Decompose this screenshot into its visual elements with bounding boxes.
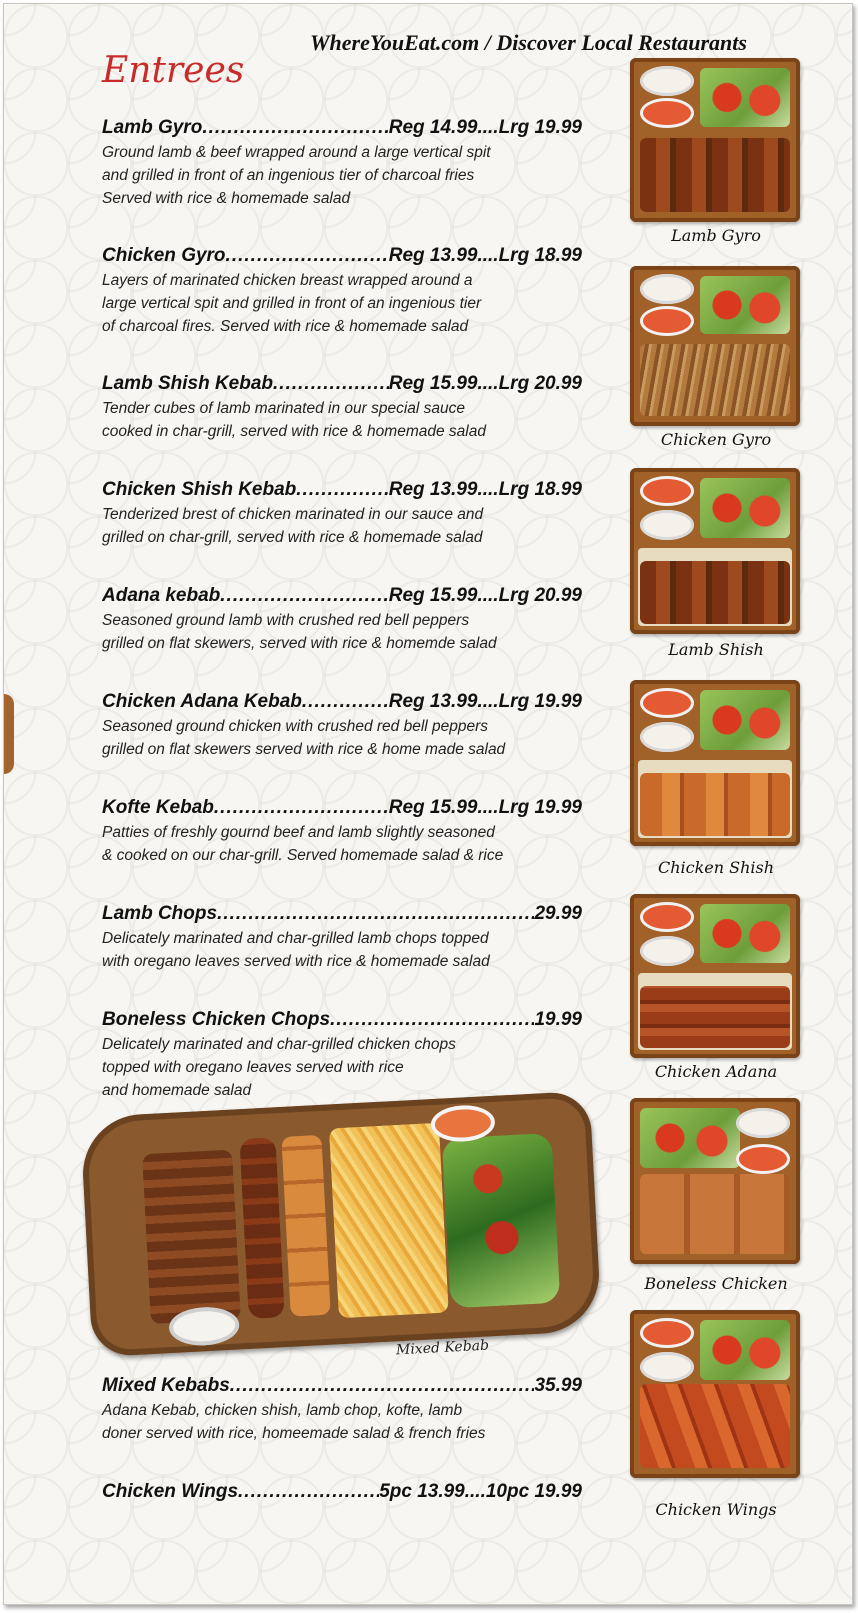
item-desc-line: and grilled in front of an ingenious tier of charcoal fries [102, 167, 475, 184]
platter-caption: Mixed Kebab [395, 1337, 490, 1359]
item-desc-line: grilled on char-grill, served with rice & homemade salad [102, 529, 483, 546]
menu-item [102, 796, 582, 867]
photo-caption: Lamb Shish [668, 640, 764, 659]
item-desc-line: grilled on flat skewers, served with rice & homemde salad [102, 635, 497, 652]
item-desc-line: & cooked on our char-grill. Served homemade salad & rice [102, 847, 504, 864]
menu-item [102, 372, 582, 443]
mixed-kebab-platter-photo [80, 1091, 602, 1357]
menu-item [102, 690, 582, 761]
item-desc-line: Seasoned ground chicken with crushed red bell peppers [102, 718, 489, 735]
chicken-adana-photo [630, 894, 800, 1058]
boneless-chicken-photo [630, 1098, 800, 1264]
item-name: Chicken Adana Kebab [102, 691, 302, 712]
item-name: Chicken Wings [102, 1481, 239, 1502]
item-name: Adana kebab [102, 585, 221, 606]
menu-item [102, 1008, 582, 1102]
menu-item [102, 1480, 582, 1504]
menu-item [102, 478, 582, 549]
menu-page [3, 3, 853, 1605]
photo-caption: Lamb Gyro [671, 226, 761, 245]
item-price: Reg 15.99....Lrg 20.99 [388, 373, 582, 394]
photo-caption: Chicken Adana [654, 1062, 778, 1081]
lamb-gyro-photo [630, 58, 800, 222]
menu-item [102, 1374, 582, 1445]
photo-caption: Chicken Gyro [660, 430, 772, 449]
menu-item [102, 902, 582, 973]
item-desc-line: Served with rice & homemade salad [102, 190, 351, 207]
item-desc-line: Seasoned ground lamb with crushed red bell peppers [102, 612, 470, 629]
menu-item [102, 584, 582, 655]
item-desc-line: Layers of marinated chicken breast wrapped around a [102, 272, 473, 289]
item-price: 19.99 [534, 1009, 582, 1030]
item-desc-line: grilled on flat skewers served with rice & home made salad [102, 741, 506, 758]
item-desc-line: with oregano leaves served with rice & homemade salad [102, 953, 490, 970]
item-desc-line: topped with oregano leaves served with rice [102, 1059, 404, 1076]
item-price: Reg 14.99....Lrg 19.99 [388, 117, 582, 138]
item-desc-line: Tender cubes of lamb marinated in our special sauce [102, 400, 466, 417]
chicken-shish-photo [630, 680, 800, 846]
item-desc-line: Adana Kebab, chicken shish, lamb chop, kofte, lamb [102, 1402, 463, 1419]
item-desc-line: of charcoal fires. Served with rice & homemade salad [102, 318, 469, 335]
photo-caption: Chicken Shish [657, 858, 775, 877]
item-desc-line: Patties of freshly gournd beef and lamb slightly seasoned [102, 824, 495, 841]
item-desc-line: doner served with rice, homeemade salad & french fries [102, 1425, 486, 1442]
item-name: Chicken Gyro [102, 245, 226, 266]
item-desc-line: Delicately marinated and char-grilled chicken chops [102, 1036, 456, 1053]
item-desc-line: Delicately marinated and char-grilled lamb chops topped [102, 930, 489, 947]
item-price: 5pc 13.99....10pc 19.99 [379, 1481, 582, 1502]
item-desc-line: and homemade salad [102, 1082, 252, 1099]
item-name: Chicken Shish Kebab [102, 479, 297, 500]
item-name: Lamb Gyro [102, 117, 203, 138]
site-banner: WhereYouEat.com / Discover Local Restaurants [310, 30, 747, 55]
item-desc-line: large vertical spit and grilled in front of an ingenious tier [102, 295, 482, 312]
photo-caption: Chicken Wings [655, 1500, 777, 1519]
page-edge-tab [4, 694, 14, 774]
item-name: Mixed Kebabs [102, 1375, 230, 1396]
item-name: Boneless Chicken Chops [102, 1009, 331, 1030]
item-desc-line: Tenderized brest of chicken marinated in our sauce and [102, 506, 484, 523]
chicken-wings-photo [630, 1310, 800, 1478]
chicken-gyro-photo [630, 266, 800, 426]
item-price: Reg 15.99....Lrg 20.99 [388, 585, 582, 606]
item-name: Kofte Kebab [102, 797, 214, 818]
item-desc-line: Ground lamb & beef wrapped around a large vertical spit [102, 144, 491, 161]
item-price: Reg 13.99....Lrg 19.99 [388, 691, 582, 712]
section-title: Entrees [102, 50, 245, 91]
item-price: Reg 13.99....Lrg 18.99 [388, 245, 582, 266]
menu-item [102, 244, 582, 338]
photo-caption: Boneless Chicken [644, 1274, 788, 1293]
item-price: 35.99 [534, 1375, 582, 1396]
item-price: Reg 15.99....Lrg 19.99 [388, 797, 582, 818]
item-price: 29.99 [534, 903, 582, 924]
item-name: Lamb Chops [102, 903, 218, 924]
item-desc-line: cooked in char-grill, served with rice & homemade salad [102, 423, 486, 440]
item-price: Reg 13.99....Lrg 18.99 [388, 479, 582, 500]
item-name: Lamb Shish Kebab [102, 373, 274, 394]
lamb-shish-photo [630, 468, 800, 634]
menu-item [102, 116, 582, 210]
